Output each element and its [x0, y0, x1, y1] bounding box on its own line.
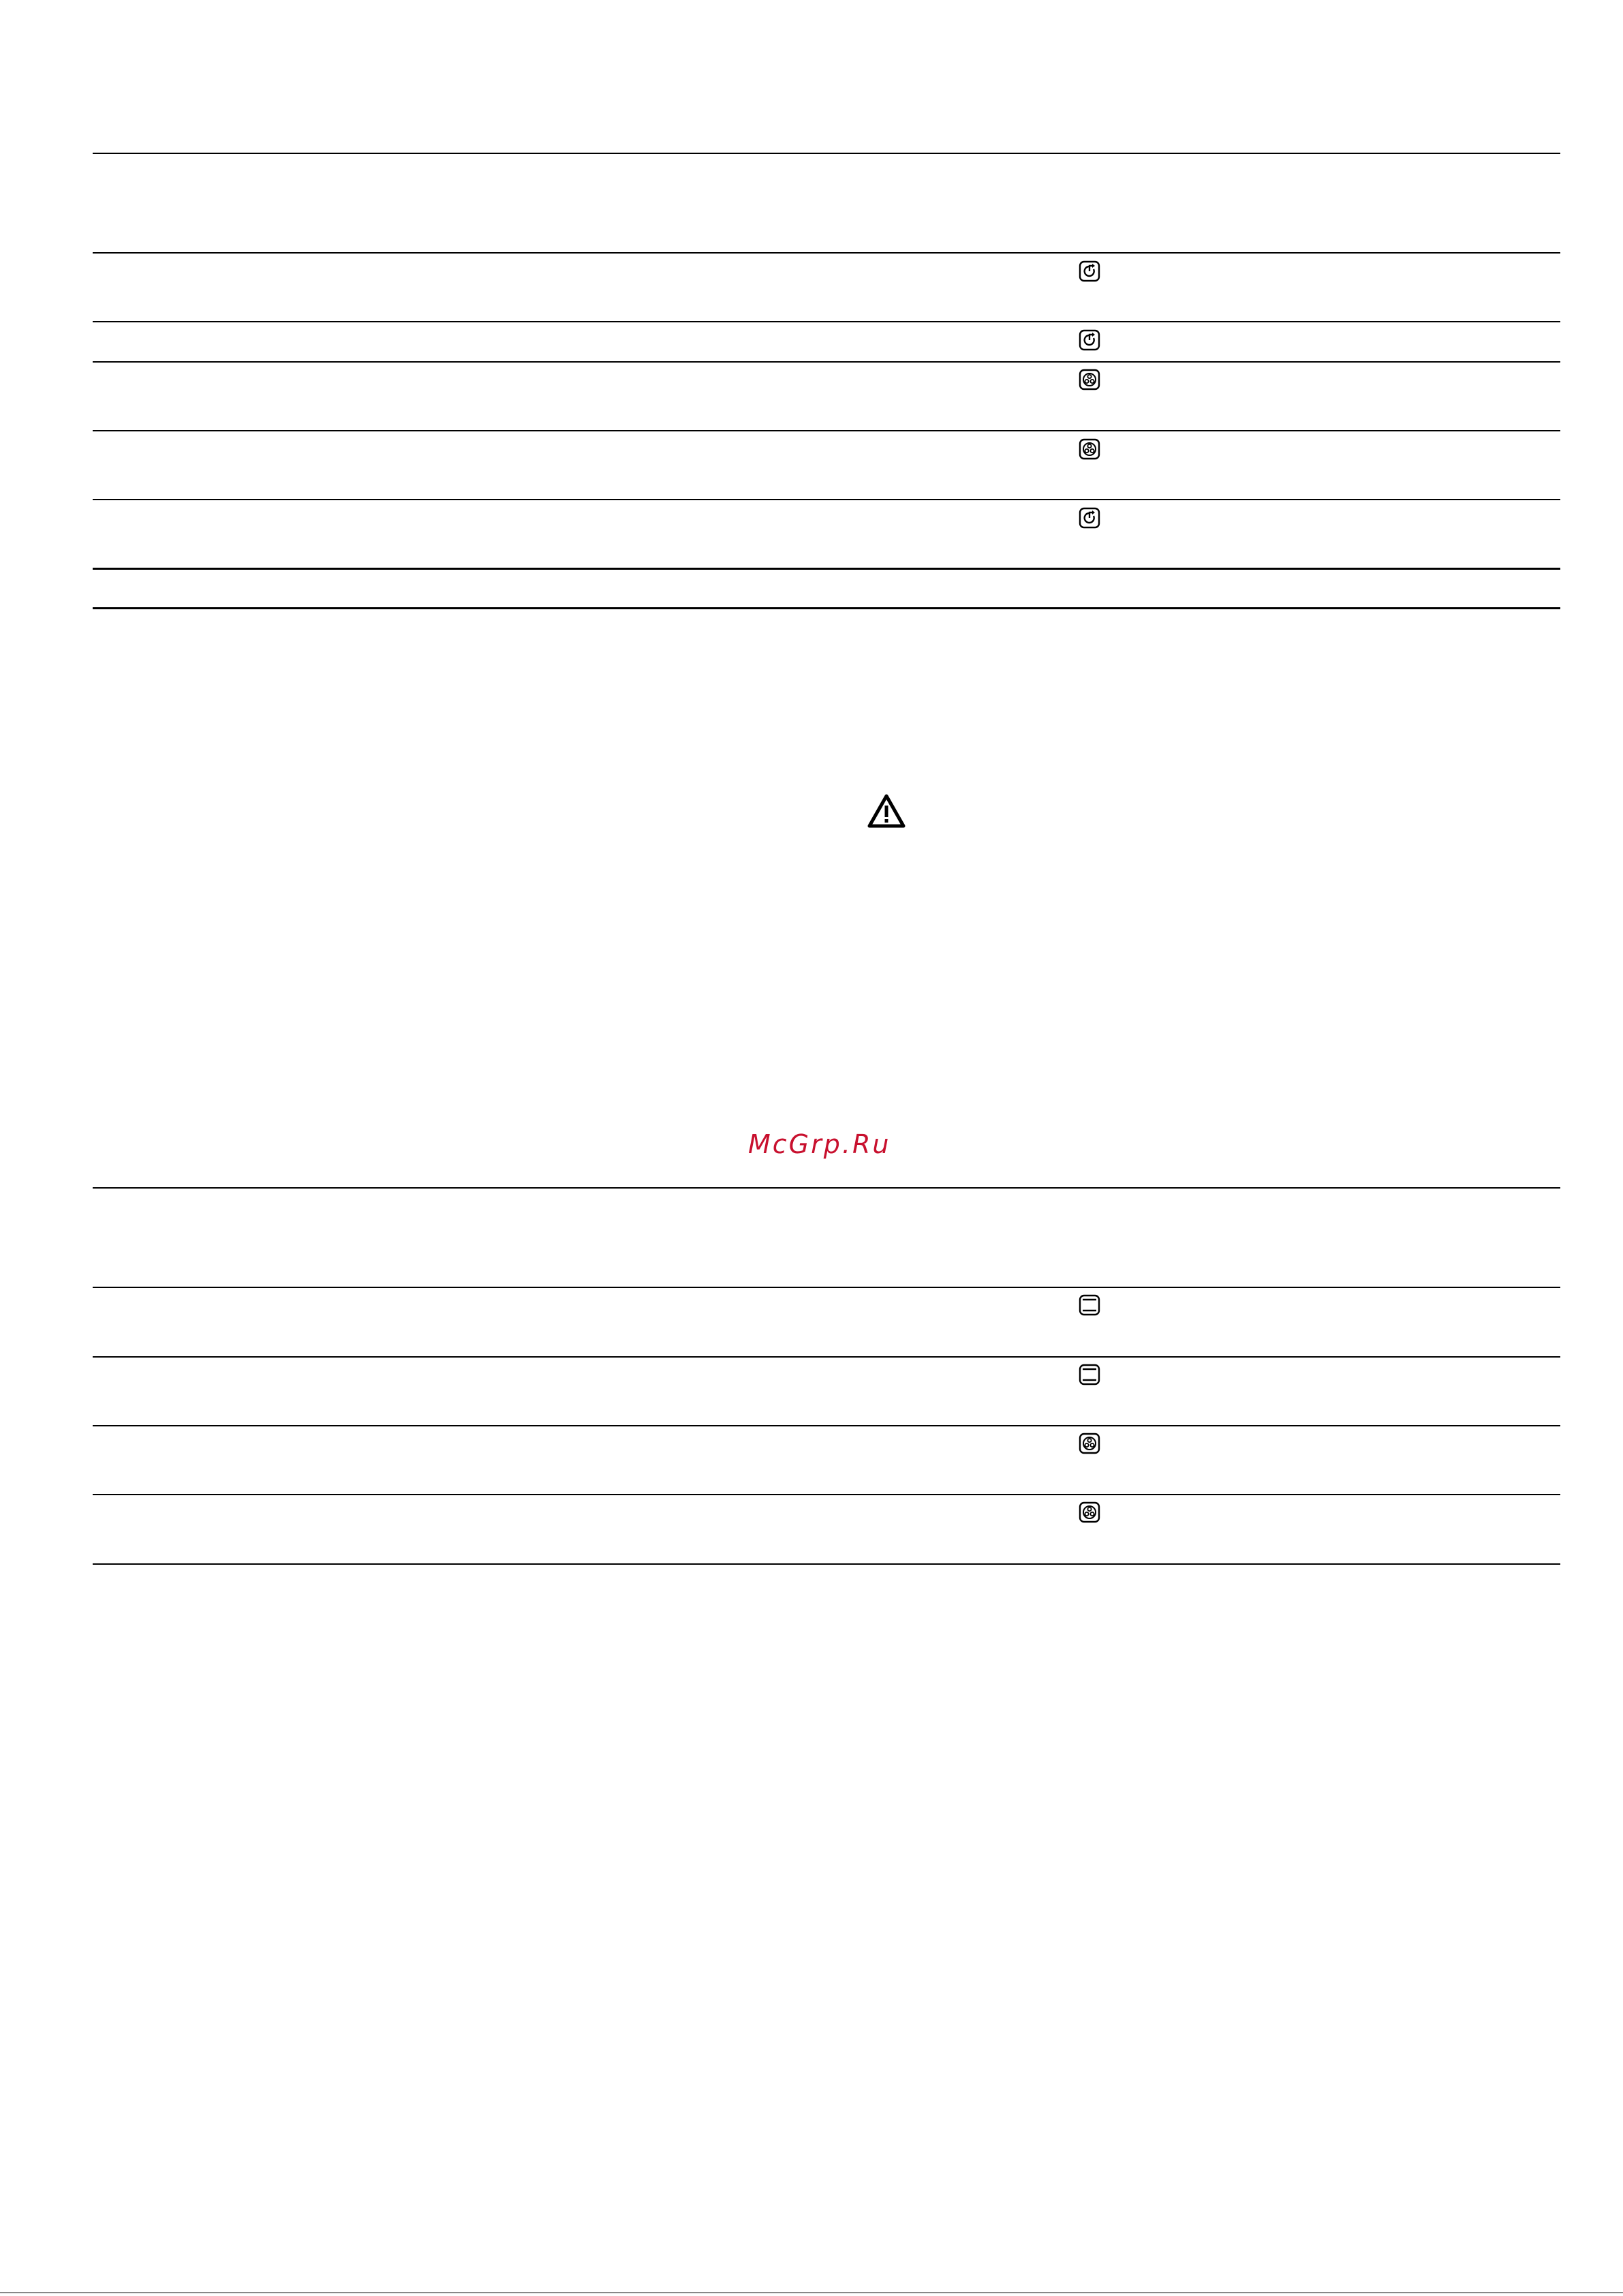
table-rule: [93, 1494, 1560, 1495]
3d-hot-air-icon: [1079, 438, 1100, 460]
table-rule: [93, 153, 1560, 154]
table-rule: [93, 1356, 1560, 1358]
table-rule: [93, 499, 1560, 500]
top-bottom-heating-icon: [1079, 1294, 1100, 1316]
3d-hot-air-icon: [1079, 1501, 1100, 1523]
3d-hot-air-icon: [1079, 1433, 1100, 1454]
top-bottom-heat-fan-icon: [1079, 329, 1100, 351]
table-rule: [93, 252, 1560, 254]
page-bottom-edge: [0, 2292, 1623, 2293]
top-bottom-heating-icon: [1079, 1364, 1100, 1386]
table-rule: [93, 568, 1560, 570]
top-bottom-heat-fan-icon: [1079, 507, 1100, 529]
table-rule: [93, 1287, 1560, 1288]
watermark-text: McGrp.Ru: [748, 1129, 891, 1159]
table-rule: [93, 430, 1560, 431]
table-rule: [93, 1187, 1560, 1189]
table-rule: [93, 1563, 1560, 1565]
table-rule: [93, 1425, 1560, 1426]
table-rule: [93, 361, 1560, 363]
top-bottom-heat-fan-icon: [1079, 260, 1100, 282]
warning-triangle-icon: [867, 793, 906, 829]
table-rule: [93, 321, 1560, 322]
3d-hot-air-icon: [1079, 369, 1100, 391]
table-rule: [93, 607, 1560, 609]
